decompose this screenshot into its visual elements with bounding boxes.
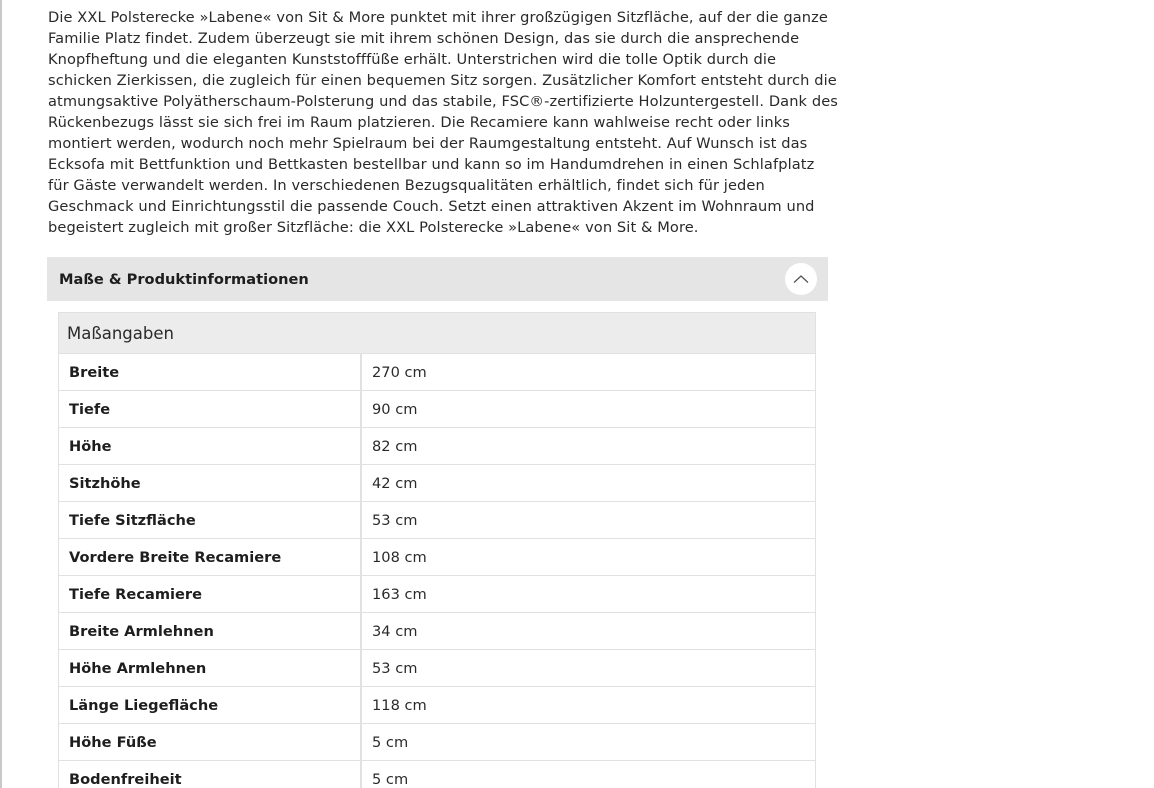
table-row	[59, 502, 815, 539]
table-row	[59, 613, 815, 650]
spec-value: 53 cm	[361, 650, 815, 687]
spec-label: Länge Liegefläche	[59, 687, 361, 724]
product-description: Die XXL Polsterecke »Labene« von Sit & More punktet mit ihrer großzügigen Sitzfläche, auf der die ganze Familie Platz findet. Zudem überzeugt sie mit ihrem schönen Design, das sie durch die ansprechende Knopfheftung und die eleganten Kunststofffüße erhält. Unterstrichen wird die tolle Optik durch die schicken Zierkissen, die zugleich für einen bequemen Sitz sorgen. Zusätzlicher Komfort entsteht durch die atmungsaktive Polyätherschaum-Polsterung und das stabile, FSC®-zertifizierte Holzuntergestell. Dank des Rückenbezugs lässt sie sich frei im Raum platzieren. Die Recamiere kann wahlweise recht oder links montiert werden, wodurch noch mehr Spielraum bei der Raumgestaltung entsteht. Auf Wunsch ist das Ecksofa mit Bettfunktion und Bettkasten bestellbar und kann so im Handumdrehen in einen Schlafplatz für Gäste verwandelt werden. In verschiedenen Bezugsqualitäten erhältlich, findet sich für jeden Geschmack und Einrichtungsstil die passende Couch. Setzt einen attraktiven Akzent im Wohnraum und begeistert zugleich mit großer Sitzfläche: die XXL Polsterecke »Labene« von Sit & More.	[48, 9, 838, 236]
table-row	[59, 650, 815, 687]
spec-value: 34 cm	[361, 613, 815, 650]
page-left-border	[0, 0, 2, 788]
spec-value: 163 cm	[361, 576, 815, 613]
spec-label: Höhe Armlehnen	[59, 650, 361, 687]
table-row	[59, 465, 815, 502]
spec-value: 82 cm	[361, 428, 815, 465]
accordion-title: Maße & Produktinformationen	[59, 270, 309, 288]
collapse-button[interactable]	[785, 263, 817, 295]
spec-value: 118 cm	[361, 687, 815, 724]
spec-label: Höhe Füße	[59, 724, 361, 761]
spec-label: Tiefe Recamiere	[59, 576, 361, 613]
specs-heading: Maßangaben	[59, 313, 815, 353]
spec-label: Bodenfreiheit	[59, 761, 361, 788]
table-row	[59, 391, 815, 428]
spec-label: Höhe	[59, 428, 361, 465]
spec-label: Sitzhöhe	[59, 465, 361, 502]
table-row	[59, 539, 815, 576]
spec-label: Tiefe	[59, 391, 361, 428]
spec-label: Vordere Breite Recamiere	[59, 539, 361, 576]
specs-table-container	[58, 312, 816, 788]
accordion-header-dimensions[interactable]	[47, 257, 828, 301]
table-row	[59, 354, 815, 391]
spec-label: Breite Armlehnen	[59, 613, 361, 650]
table-row	[59, 428, 815, 465]
spec-value: 90 cm	[361, 391, 815, 428]
spec-value: 5 cm	[361, 724, 815, 761]
table-row	[59, 576, 815, 613]
table-row	[59, 724, 815, 761]
spec-label: Tiefe Sitzfläche	[59, 502, 361, 539]
spec-value: 5 cm	[361, 761, 815, 788]
table-row	[59, 761, 815, 788]
spec-label: Breite	[59, 354, 361, 391]
spec-value: 42 cm	[361, 465, 815, 502]
spec-value: 108 cm	[361, 539, 815, 576]
chevron-up-icon	[793, 274, 809, 284]
spec-value: 53 cm	[361, 502, 815, 539]
table-row	[59, 687, 815, 724]
specs-table	[59, 353, 815, 788]
spec-value: 270 cm	[361, 354, 815, 391]
